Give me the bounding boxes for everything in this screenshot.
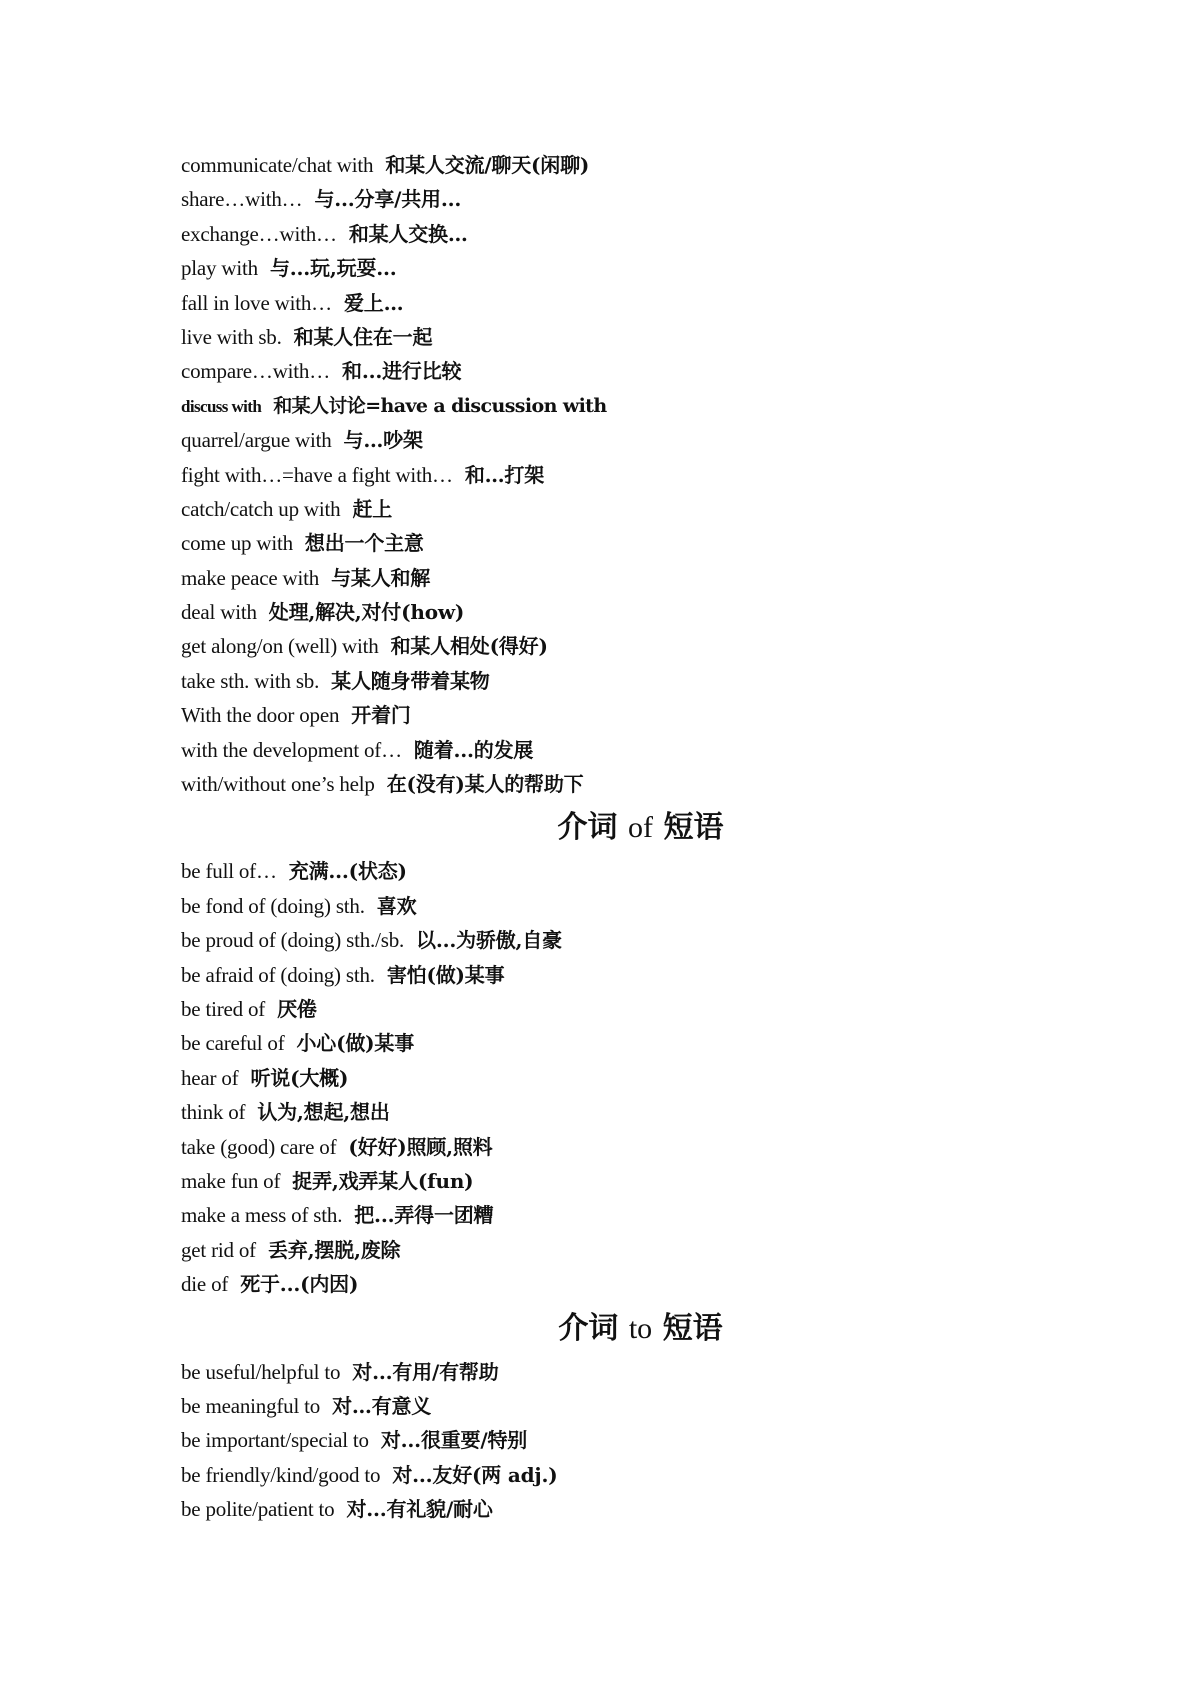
phrase-english: make peace with [181, 565, 320, 590]
phrase-english: make a mess of sth. [181, 1203, 343, 1228]
phrase-chinese: 爱上… [343, 290, 404, 315]
phrase-chinese: 害怕(做)某事 [386, 962, 505, 987]
phrase-english: take (good) care of [181, 1134, 337, 1159]
phrase-english: get along/on (well) with [181, 634, 379, 659]
phrase-line [181, 992, 1081, 1026]
phrase-english: fight with…=have a fight with… [181, 462, 453, 487]
phrase-line [181, 1267, 1081, 1301]
phrase-chinese: 和某人相处(得好) [390, 634, 548, 659]
phrase-english: share…with… [181, 187, 303, 212]
phrase-english: be important/special to [181, 1428, 369, 1453]
phrase-english: play with [181, 256, 258, 281]
phrase-english: die of [181, 1272, 229, 1297]
phrase-line [181, 1355, 1081, 1389]
phrase-english: be afraid of (doing) sth. [181, 962, 375, 987]
phrase-chinese: 与…吵架 [343, 428, 423, 453]
phrase-line [181, 1061, 1081, 1095]
phrase-chinese: 想出一个主意 [304, 531, 424, 556]
phrase-english: be proud of (doing) sth./sb. [181, 928, 405, 953]
phrase-line [181, 1492, 1081, 1526]
phrase-line [181, 389, 1081, 423]
phrase-line [181, 854, 1081, 888]
phrase-english: With the door open [181, 703, 340, 728]
phrase-line [181, 526, 1081, 560]
heading-preposition: to [628, 1311, 653, 1345]
phrase-line [181, 1198, 1081, 1232]
phrase-english: discuss with [181, 396, 262, 416]
phrase-chinese: 对...很重要/特别 [380, 1428, 528, 1453]
phrase-english: think of [181, 1100, 246, 1125]
phrase-english: compare…with… [181, 359, 331, 384]
phrase-line [181, 767, 1081, 801]
phrase-english: be polite/patient to [181, 1497, 335, 1522]
phrase-line [181, 492, 1081, 526]
phrase-english: deal with [181, 600, 257, 625]
heading-suffix: 短语 [662, 1310, 723, 1346]
phrase-line [181, 1130, 1081, 1164]
phrase-line [181, 733, 1081, 767]
phrase-line [181, 217, 1081, 251]
section-heading-to [181, 1305, 1081, 1353]
phrase-chinese: 对...有礼貌/耐心 [346, 1497, 493, 1522]
phrase-english: be friendly/kind/good to [181, 1462, 381, 1487]
phrase-english: be tired of [181, 996, 266, 1021]
phrase-line [181, 595, 1081, 629]
phrase-line [181, 1095, 1081, 1129]
phrase-chinese: 与...玩,玩耍... [269, 256, 397, 281]
phrase-english: hear of [181, 1065, 239, 1090]
phrase-line [181, 1233, 1081, 1267]
phrase-chinese: 丢弃,摆脱,废除 [267, 1237, 401, 1262]
with-phrase-list [181, 148, 1081, 801]
phrase-chinese: 和…打架 [464, 462, 545, 487]
phrase-english: come up with [181, 531, 293, 556]
phrase-chinese: 赶上 [352, 496, 393, 521]
phrase-chinese: 处理,解决,对付(how) [268, 600, 465, 625]
phrase-english: communicate/chat with [181, 153, 374, 177]
phrase-chinese: 开着门 [351, 703, 411, 728]
phrase-chinese: 在(没有)某人的帮助下 [386, 772, 584, 797]
phrase-chinese: 和某人讨论=have a discussion with [273, 394, 607, 417]
phrase-chinese: 死于...(内因) [240, 1272, 359, 1297]
phrase-line [181, 458, 1081, 492]
phrase-chinese: 对…有意义 [332, 1393, 432, 1418]
phrase-english: live with sb. [181, 324, 282, 349]
phrase-english: quarrel/argue with [181, 428, 332, 453]
phrase-chinese: 听说(大概) [250, 1065, 349, 1090]
phrase-english: be useful/helpful to [181, 1359, 341, 1384]
phrase-chinese: 喜欢 [376, 893, 417, 918]
phrase-chinese: 小心(做)某事 [296, 1031, 415, 1056]
phrase-chinese: 随着...的发展 [413, 737, 534, 762]
phrase-english: be full of… [181, 859, 277, 884]
phrase-line [181, 629, 1081, 663]
phrase-english: fall in love with… [181, 290, 332, 315]
phrase-line [181, 286, 1081, 320]
phrase-chinese: 以...为骄傲,自豪 [416, 928, 562, 953]
phrase-english: exchange…with… [181, 221, 337, 246]
document-page [181, 148, 1081, 1526]
to-phrase-list [181, 1355, 1081, 1527]
of-phrase-list [181, 854, 1081, 1301]
phrase-chinese: 和某人交换… [348, 221, 468, 246]
phrase-chinese: 对...友好(两 adj.) [392, 1462, 558, 1487]
phrase-chinese: 和某人交流/聊天(闲聊) [385, 153, 590, 177]
phrase-line [181, 561, 1081, 595]
heading-preposition: of [628, 811, 653, 845]
phrase-line [181, 182, 1081, 216]
heading-prefix: 介词 [558, 1310, 619, 1346]
phrase-chinese: 认为,想起,想出 [257, 1100, 390, 1125]
phrase-chinese: 与...分享/共用... [314, 187, 462, 212]
section-heading-of [181, 804, 1081, 852]
phrase-chinese: 捉弄,戏弄某人(fun) [292, 1168, 474, 1193]
phrase-chinese: 和某人住在一起 [293, 324, 433, 349]
phrase-line [181, 958, 1081, 992]
phrase-chinese: 对...有用/有帮助 [352, 1359, 499, 1384]
heading-prefix: 介词 [557, 810, 618, 846]
phrase-chinese: 和...进行比较 [342, 359, 462, 384]
phrase-chinese: 厌倦 [277, 996, 317, 1021]
phrase-line [181, 664, 1081, 698]
phrase-english: be fond of (doing) sth. [181, 893, 365, 918]
phrase-english: catch/catch up with [181, 496, 341, 521]
phrase-line [181, 148, 1081, 182]
phrase-line [181, 1164, 1081, 1198]
phrase-english: make fun of [181, 1168, 281, 1193]
phrase-line [181, 1423, 1081, 1457]
phrase-line [181, 698, 1081, 732]
phrase-chinese: (好好)照顾,照料 [348, 1134, 493, 1159]
phrase-line [181, 320, 1081, 354]
phrase-english: with the development of… [181, 737, 402, 762]
phrase-chinese: 某人随身带着某物 [331, 668, 490, 693]
phrase-line [181, 251, 1081, 285]
phrase-english: get rid of [181, 1237, 256, 1262]
phrase-chinese: 充满...(状态) [288, 859, 407, 884]
phrase-english: with/without one’s help [181, 772, 375, 797]
phrase-line [181, 923, 1081, 957]
phrase-line [181, 1458, 1081, 1492]
heading-suffix: 短语 [663, 810, 724, 846]
phrase-english: take sth. with sb. [181, 668, 320, 693]
phrase-line [181, 423, 1081, 457]
phrase-line [181, 1026, 1081, 1060]
phrase-english: be careful of [181, 1031, 285, 1056]
phrase-line [181, 889, 1081, 923]
phrase-english: be meaningful to [181, 1393, 321, 1418]
phrase-line [181, 354, 1081, 388]
phrase-line [181, 1389, 1081, 1423]
phrase-chinese: 把...弄得一团糟 [354, 1203, 494, 1228]
phrase-chinese: 与某人和解 [331, 565, 431, 590]
